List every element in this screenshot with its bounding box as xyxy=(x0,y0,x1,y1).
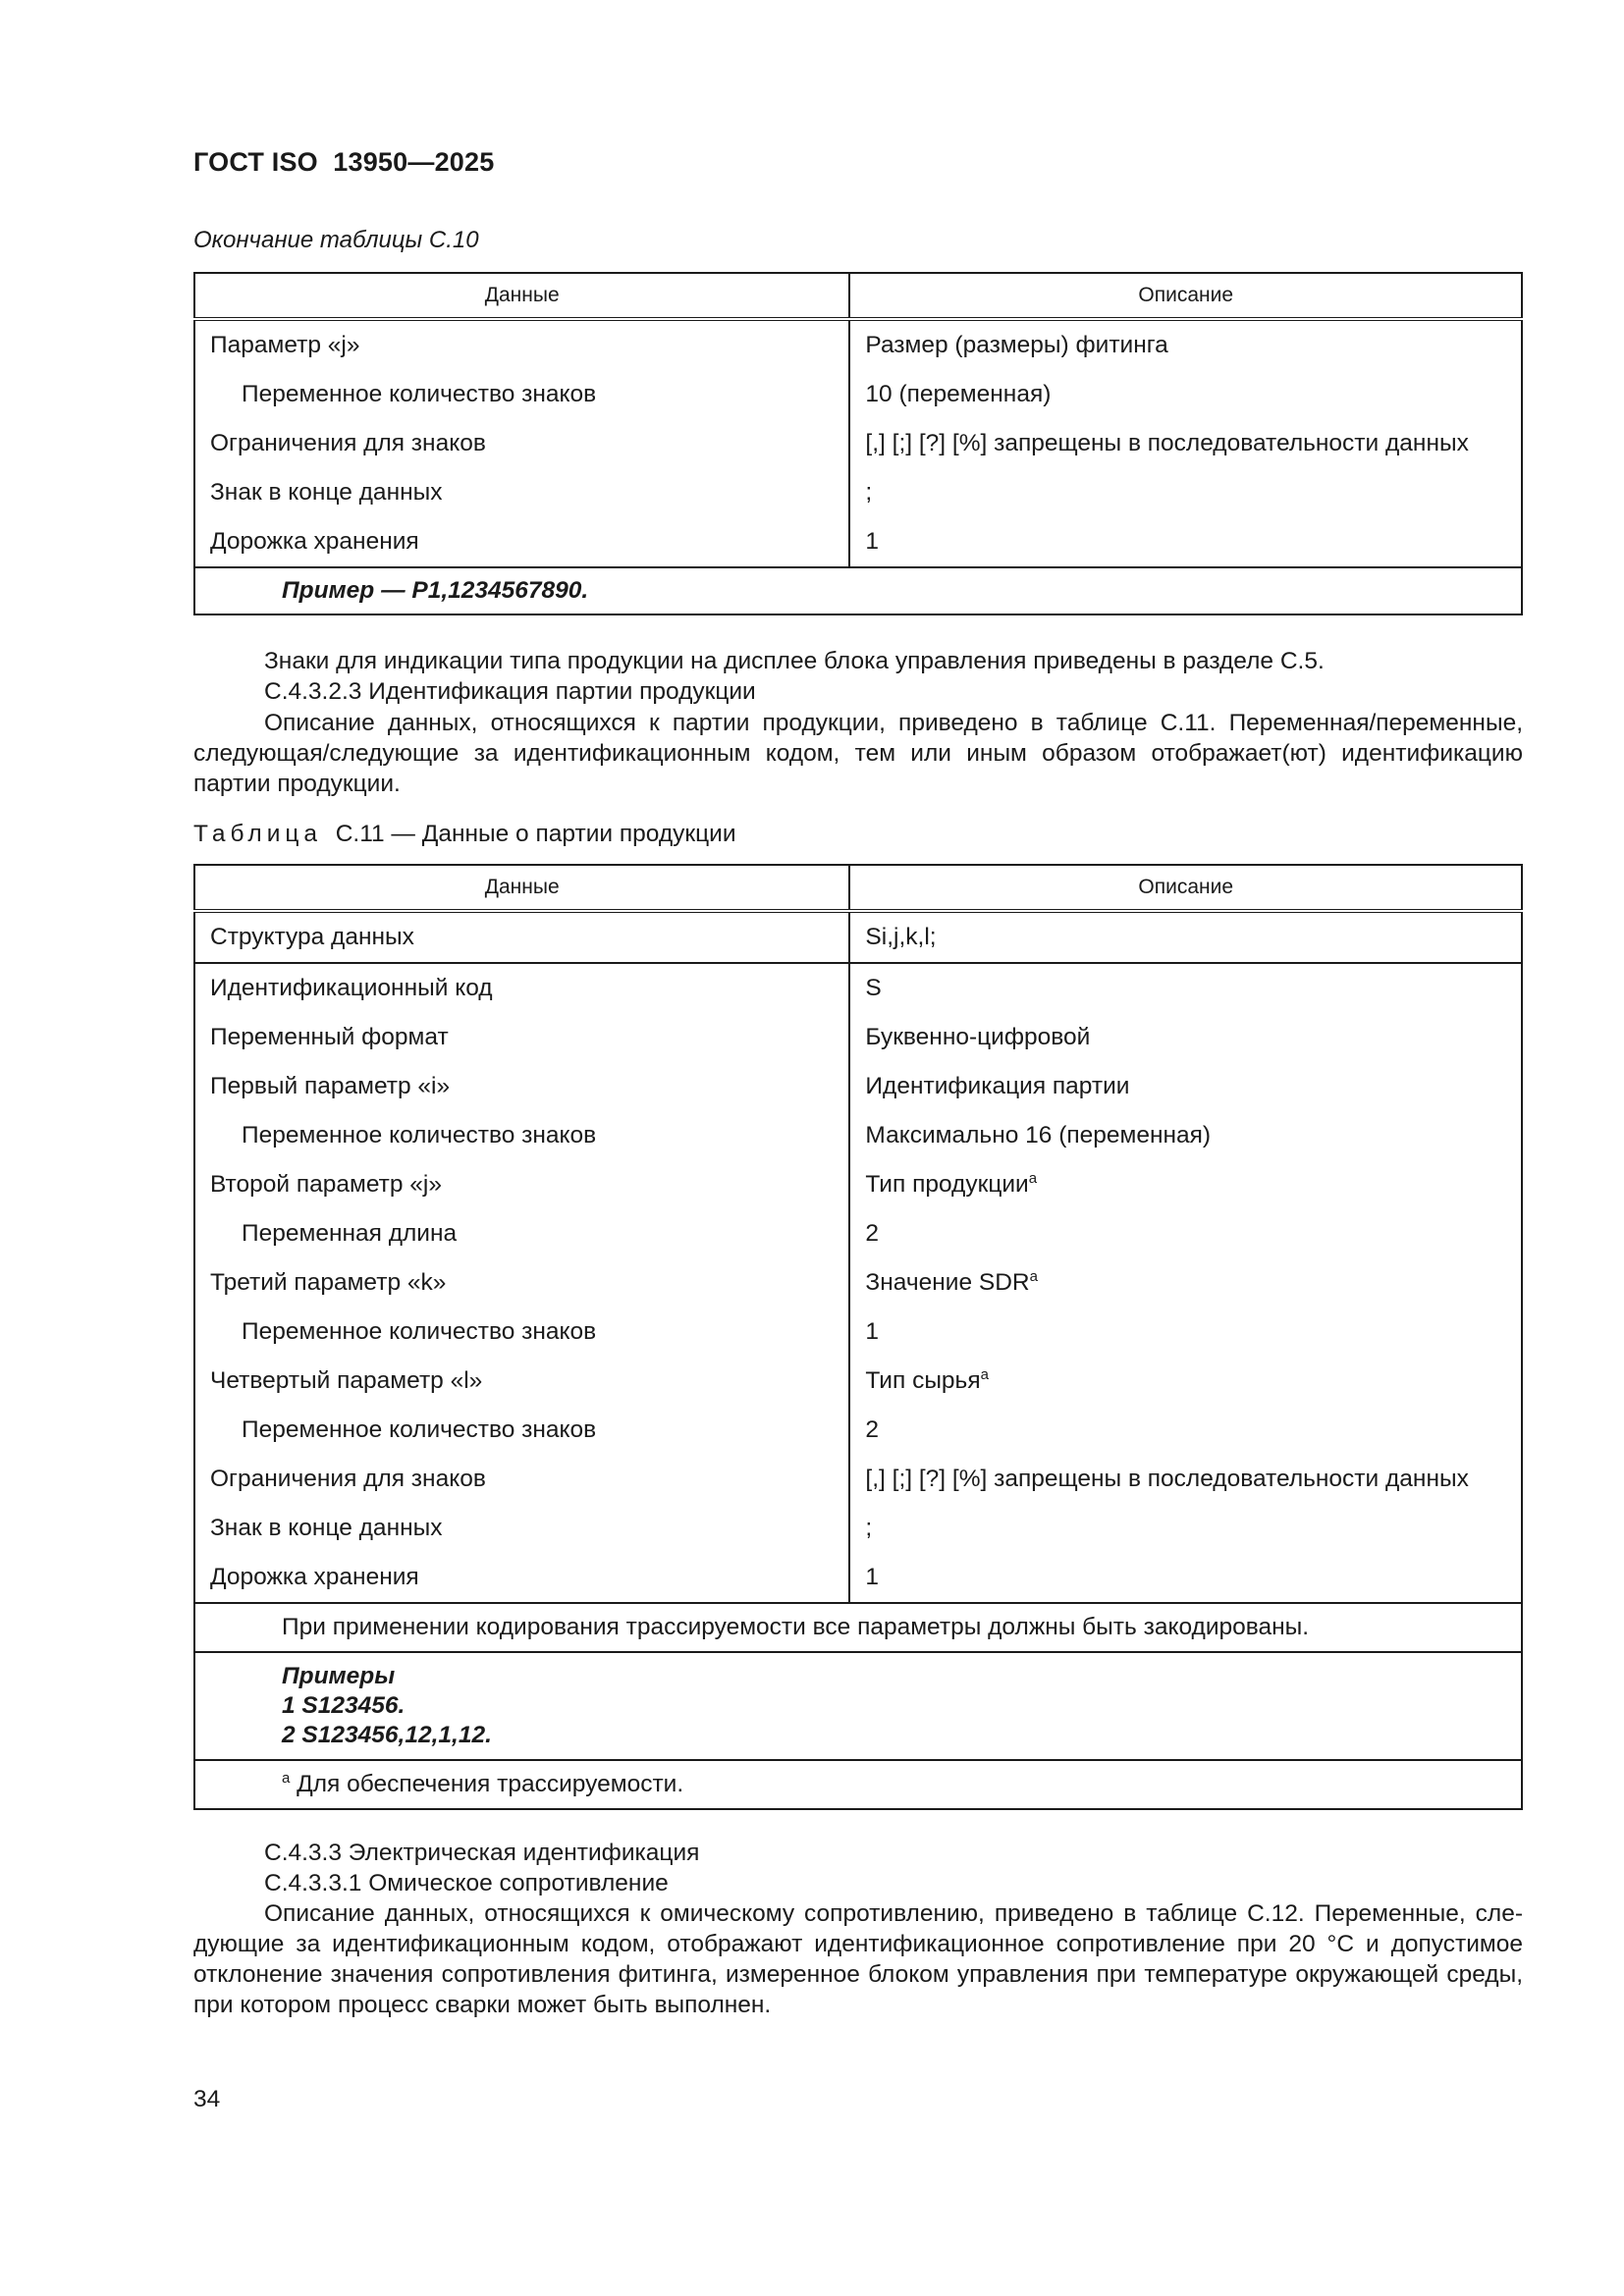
table-examples-row xyxy=(194,1652,1522,1760)
table-footnote-row xyxy=(194,1760,1522,1809)
footnote-marker: a xyxy=(1029,1268,1038,1285)
table-row xyxy=(194,370,1522,419)
column-header-description: Описание xyxy=(849,273,1522,319)
cell-data: Второй параметр «j» xyxy=(194,1160,849,1209)
cell-data: Переменное количество знаков xyxy=(194,1308,849,1357)
cell-description: 1 xyxy=(865,528,880,555)
table-row xyxy=(194,1357,1522,1406)
table-header-row xyxy=(194,273,1522,319)
table-caption xyxy=(193,821,736,848)
table-row xyxy=(194,1160,1522,1209)
table-row xyxy=(194,1553,1522,1603)
table-row xyxy=(194,1062,1522,1111)
table-row xyxy=(194,419,1522,468)
cell-description: Размер (размеры) фитинга xyxy=(865,332,1168,358)
cell-data: Знак в конце данных xyxy=(194,468,849,517)
table-row-structure xyxy=(194,911,1522,963)
cell-description: Максимально 16 (переменная) xyxy=(865,1122,1212,1148)
paragraph: Описание данных, относящихся к партии продукции, приведено в таблице С.11. Переменная/переменные, следующая/следующие за идентификационным кодом, тем или иным образом отображает(ют) идентификацию партии продукции. xyxy=(193,710,1523,797)
table-row xyxy=(194,319,1522,370)
table-row xyxy=(194,517,1522,567)
table-row xyxy=(194,1504,1522,1553)
table-caption-title: С.11 — Данные о партии продукции xyxy=(335,821,736,847)
cell-data: Переменная длина xyxy=(194,1209,849,1258)
cell-description: Значение SDR$^a$ xyxy=(865,1268,1038,1296)
paragraph: Описание данных, относящихся к омическому сопротивлению, приведено в таблице С.12. Переменные, следующие за идентификационным кодом, отображают идентификационное сопротивление при 20 °С и допустимое отклонение значения сопротивления фитинга, измеренное блоком управления при температуре окружающей среды, при котором процесс сварки может быть выполнен. xyxy=(193,1900,1523,2018)
section-heading: С.4.3.3 Электрическая идентификация xyxy=(264,1840,700,1866)
cell-description: ; xyxy=(865,479,873,506)
footnote-marker: a xyxy=(282,1770,291,1787)
cell-data: Дорожка хранения xyxy=(194,1553,849,1603)
cell-data: Переменный формат xyxy=(194,1013,849,1062)
cell-data: Четвертый параметр «l» xyxy=(194,1357,849,1406)
example-text: Пример — Р1,1234567890. xyxy=(194,567,1522,614)
table-continuation-caption: Окончание таблицы С.10 xyxy=(193,227,479,253)
cell-data: Ограничения для знаков xyxy=(194,419,849,468)
example-2: 2 S123456,12,1,12. xyxy=(282,1722,492,1748)
cell-data: Первый параметр «i» xyxy=(194,1062,849,1111)
table-note-row xyxy=(194,1603,1522,1652)
cell-description: Буквенно-цифровой xyxy=(865,1024,1091,1050)
cell-data: Переменное количество знаков xyxy=(194,1111,849,1160)
section-heading: С.4.3.2.3 Идентификация партии продукции xyxy=(264,678,756,705)
cell-description: [,] [;] [?] [%] запрещены в последовательности данных xyxy=(865,1466,1469,1492)
page-number: 34 xyxy=(193,2086,221,2112)
table-row xyxy=(194,1111,1522,1160)
footnote-cell xyxy=(194,1760,1522,1809)
note-text: При применении кодирования трассируемости все параметры должны быть закодированы. xyxy=(194,1603,1522,1652)
cell-description: Идентификация партии xyxy=(865,1073,1130,1099)
cell-description: S xyxy=(865,975,882,1001)
footnote-text: Для обеспечения трассируемости. xyxy=(297,1771,684,1797)
table-row xyxy=(194,1209,1522,1258)
cell-data: Дорожка хранения xyxy=(194,517,849,567)
column-header-data: Данные xyxy=(194,865,849,911)
table-row xyxy=(194,1013,1522,1062)
examples-cell xyxy=(194,1652,1522,1760)
column-header-data: Данные xyxy=(194,273,849,319)
document-header: ГОСТ ISO 13950—2025 xyxy=(193,147,495,177)
cell-description: 2 xyxy=(865,1416,880,1443)
cell-description: Si,j,k,l; xyxy=(865,924,937,950)
cell-description: ; xyxy=(865,1515,873,1541)
cell-data: Знак в конце данных xyxy=(194,1504,849,1553)
table-example-row xyxy=(194,567,1522,614)
cell-description: 1 xyxy=(865,1318,880,1345)
footnote-marker: a xyxy=(980,1366,989,1383)
table-row xyxy=(194,1406,1522,1455)
cell-description: Тип сырья$^a$ xyxy=(865,1366,989,1394)
cell-data: Ограничения для знаков xyxy=(194,1455,849,1504)
example-1: 1 S123456. xyxy=(282,1692,406,1719)
cell-data: Третий параметр «k» xyxy=(194,1258,849,1308)
cell-data: Параметр «j» xyxy=(194,319,849,370)
table-row xyxy=(194,963,1522,1013)
table-c10 xyxy=(193,272,1523,615)
paragraph: Знаки для индикации типа продукции на дисплее блока управления приведены в разделе С.5. xyxy=(264,648,1325,674)
table-header-row xyxy=(194,865,1522,911)
cell-description: 2 xyxy=(865,1220,880,1247)
cell-data: Переменное количество знаков xyxy=(194,1406,849,1455)
table-c11 xyxy=(193,864,1523,1810)
table-row xyxy=(194,1455,1522,1504)
cell-description: 10 (переменная) xyxy=(865,381,1052,407)
cell-data: Идентификационный код xyxy=(194,963,849,1013)
table-caption-label: Таблица xyxy=(193,821,323,847)
section-heading: С.4.3.3.1 Омическое сопротивление xyxy=(264,1870,669,1896)
table-row xyxy=(194,1258,1522,1308)
table-row xyxy=(194,1308,1522,1357)
cell-description: 1 xyxy=(865,1564,880,1590)
cell-description: Тип продукции$^a$ xyxy=(865,1170,1038,1198)
column-header-description: Описание xyxy=(849,865,1522,911)
cell-data: Структура данных xyxy=(194,911,849,963)
footnote-marker: a xyxy=(1028,1170,1038,1187)
cell-data: Переменное количество знаков xyxy=(194,370,849,419)
cell-description: [,] [;] [?] [%] запрещены в последовательности данных xyxy=(865,430,1469,456)
table-row xyxy=(194,468,1522,517)
examples-title: Примеры xyxy=(282,1663,396,1689)
